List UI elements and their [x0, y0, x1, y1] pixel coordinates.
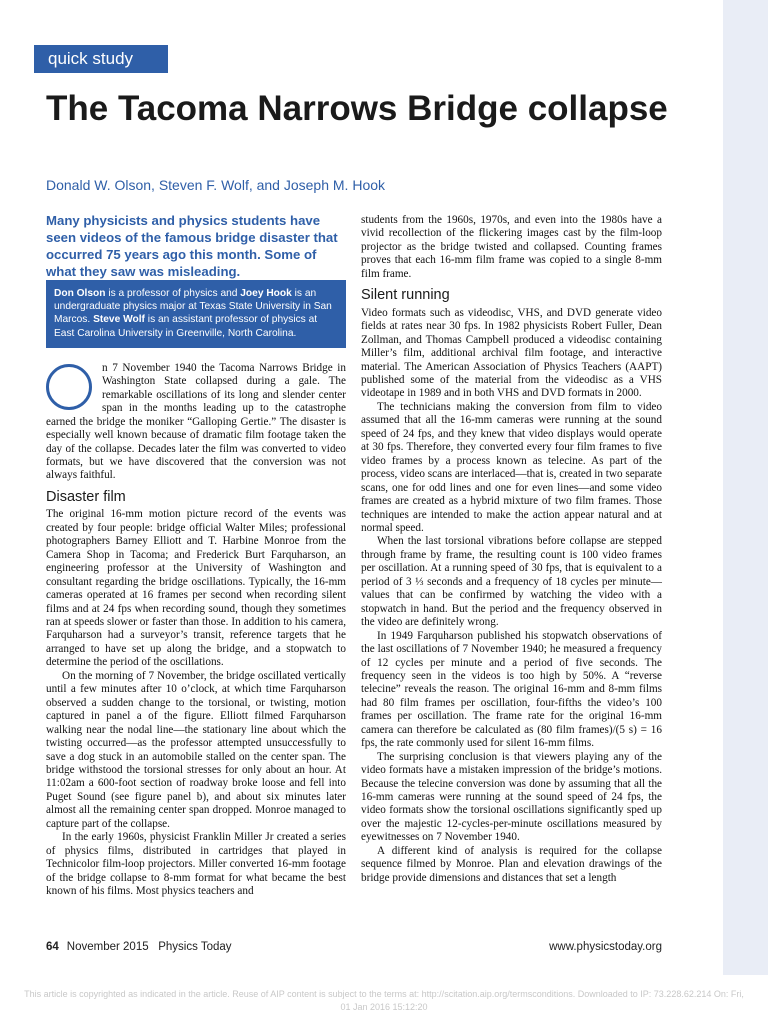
page-gutter	[723, 0, 768, 975]
bio-text-2: is an undergraduate physics major at Texas State University in San Marcos.	[54, 288, 332, 326]
author-bio-box	[46, 280, 346, 348]
article-dek: Many physicists and physics students have seen videos of the famous bridge disaster that occurred 75 years ago this month. Some of what they saw was misleading.	[46, 213, 338, 279]
bio-text-1: is a professor of physics and	[105, 288, 241, 299]
column-right	[361, 214, 662, 885]
heading-silent-running: Silent running	[361, 287, 450, 304]
paragraph: When the last torsional vibrations before collapse are stepped through frame by frame, the resulting count is 100 video frames per oscillation. At a running speed of 30 fps, that is equivalent to a period of 3 ⅓ seconds and a frequency of 18 cycles per minute—values that can be confirmed by watching the video with a stopwatch in hand. But the period and the frequency observed in the video are definitely wrong.	[361, 535, 662, 629]
bio-name-wolf: Steve Wolf	[93, 314, 145, 326]
drop-cap-o-ring	[46, 364, 92, 410]
bio-text-3: is an assistant professor of physics at East Carolina University in Greenville, North Carolina.	[54, 314, 318, 339]
bio-name-olson: Don Olson	[54, 288, 106, 299]
bio-name-hook: Joey Hook	[240, 288, 292, 299]
intro-paragraph: n 7 November 1940 the Tacoma Narrows Bridge in Washington State collapsed during a gale. The remarkable oscillations of its long and slender center span in the months leading up to the catastrophe earned the bridge the moniker “Galloping Gertie.” The disaster is especially well known because of dramatic film footage taken the day of the collapse. Decades later the film was converted to video formats, but we have discovered that the conversion was not always faithful.	[46, 361, 346, 482]
paragraph: Video formats such as videodisc, VHS, and DVD generate video fields at rates near 30 fps. In 1982 physicists Robert Fuller, Dean Zollman, and Thomas Campbell produced a videodisc containing Miller’s film, additional archival film footage, and interactive material. The American Association of Physics Teachers (AAPT) published some of the material from the videodisc as a VHS videotape in 1989 and in both VHS and DVD formats in 2000.	[361, 306, 662, 400]
paragraph: On the morning of 7 November, the bridge oscillated vertically until a few minutes after 10 o’clock, at which time Farquharson observed a sudden change to the torsional, or twisting, motion captured in panel a of the figure. Elliott filmed Farquharson walking near the nodal line—the stationary line about which the twisting occurred—as the professor attempted unsuccessfully to save a dog stuck in an automobile stalled on the center span. The bridge withstood the torsional stresses for only about an hour. At 11:02am a 600-foot section of roadway broke loose and fell into Puget Sound (see figure panel b), and about six minutes later almost all the remaining center span dropped. Monroe managed to capture part of the collapse.	[46, 669, 346, 830]
paragraph: The technicians making the conversion from film to video assumed that all the 16-mm cameras were running at the sound speed of 24 fps, and they knew that video displays would operate at 30 fps. Therefore, they converted every four film frames to five video frames by a process known as telecine. As part of the process, video scans are interlaced—that is, created in two separate scans, one for odd lines and one for even lines—and some video frames are created as a hybrid mixture of two film frames. Those techniques are intended to make the action appear natural and at normal speed.	[361, 400, 663, 534]
paragraph: In 1949 Farquharson published his stopwatch observations of the last oscillations of 7 November 1940; he measured a frequency of 12 cycles per minute and a period of five seconds. The frequency seen in the videos is too high by 50%. A “reverse telecine” reveals the reason. The original 16-mm and 8-mm films had 80 film frames per oscillation, four-fifths the video’s 100 frames per oscillation. The frame rate for the original 16-mm camera can therefore be calculated as (80 film frames)/(5 s) = 16 fps, the rate commonly used for silent 16-mm films.	[361, 629, 662, 750]
copyright-notice: This article is copyrighted as indicated in the article. Reuse of AIP content is subject to the terms at: http://scitation.aip.org/termsconditions. Downloaded to IP: 73.228.62.214 On: Fri, 01 Jan 2016 15:12:20	[24, 989, 744, 1012]
paragraph: In the early 1960s, physicist Franklin Miller Jr created a series of physics films, distributed in cartridges that played in Technicolor film-loop projectors. Miller converted 16-mm footage of the bridge collapse to 8-mm format for what became the best known of his films. Most physics teachers and	[46, 831, 346, 898]
article-title: The Tacoma Narrows Bridge collapse	[46, 89, 668, 128]
section-label: quick study	[34, 45, 168, 73]
intro-block	[46, 362, 346, 483]
footer-left	[46, 941, 232, 953]
heading-disaster-film: Disaster film	[46, 488, 126, 505]
paragraph: The surprising conclusion is that viewers playing any of the video formats have a mistaken impression of the bridge’s motions. Because the telecine conversion was done by assuming that all the 16-mm cameras were running at the sound speed of 24 fps, the video formats show the torsional oscillations significantly sped up over the majestic 12-cycles-per-minute oscillations measured by eyewitnesses on 7 November 1940.	[361, 750, 662, 844]
paragraph: students from the 1960s, 1970s, and even into the 1980s have a vivid recollection of the flickering images cast by the film-loop projector as the bridge twisted and collapsed. Counting frames proves that each 16-mm film frame was copied to a single 8-mm film frame.	[361, 214, 662, 280]
page-number: 64	[46, 941, 59, 953]
footer-url: www.physicstoday.org	[549, 941, 662, 953]
author-line: Donald W. Olson, Steven F. Wolf, and Joseph M. Hook	[46, 177, 386, 193]
paragraph: The original 16-mm motion picture record of the events was created by four people: bridge official Walter Miles; professional photographers Barney Elliott and T. Harbine Monroe from the Camera Shop in Tacoma; and Frederick Burt Farquharson, an engineering professor at the University of Washington and consultant regarding the bridge oscillations. Typically, the 16-mm cameras operated at 16 frames per second when recording silent films and at 24 fps when recording sound, though they sometimes ran at speeds slower or faster than those. In addition to his camera, Farquharson had a surveyor’s transit, reference targets that he arranged to have set up along the bridge, and a stopwatch to determine the period of the oscillations.	[46, 508, 346, 669]
issue-info: November 2015 Physics Today	[66, 941, 232, 953]
paragraph: A different kind of analysis is required for the collapse sequence filmed by Monroe. Plan and elevation drawings of the bridge provide dimensions and distances that set a length	[361, 844, 662, 884]
column-left	[46, 212, 346, 898]
